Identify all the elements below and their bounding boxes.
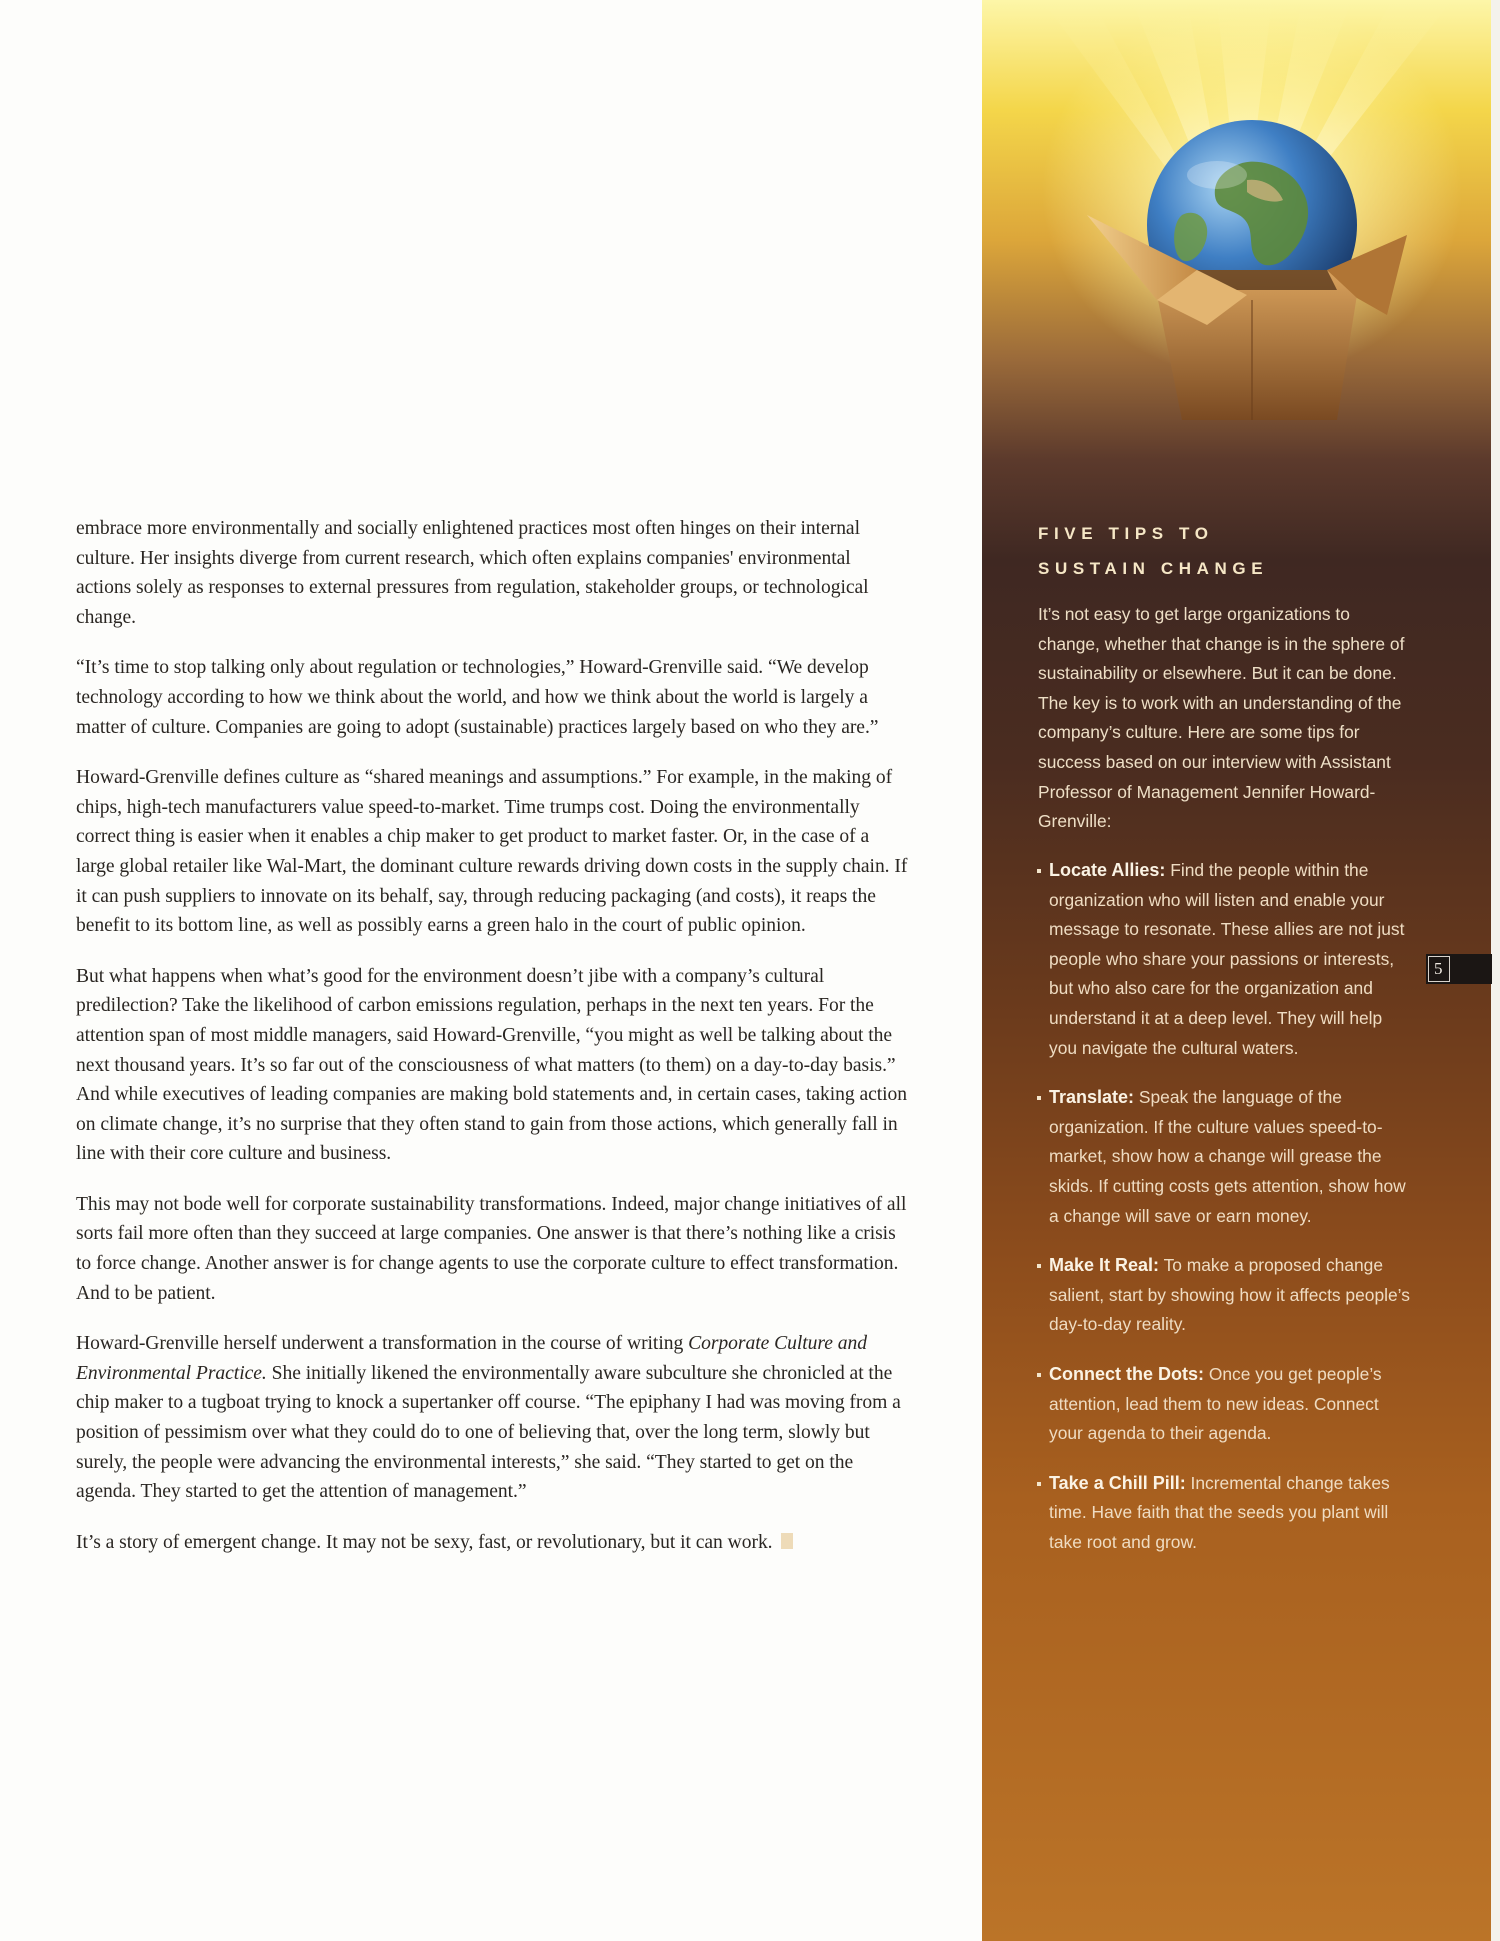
article-closing: [76, 1528, 910, 1558]
tip-text: Speak the language of the organization. If the culture values speed-to-market, show how a change will grease the skids. If cutting costs gets attention, show how a change will save or earn money.: [1049, 1087, 1406, 1226]
tip-title: Take a Chill Pill:: [1049, 1472, 1186, 1493]
heading-line-2: SUSTAIN CHANGE: [1038, 559, 1269, 578]
tip-title: Connect the Dots:: [1049, 1363, 1204, 1384]
paragraph-6-intro: Howard-Grenville herself underwent a transformation in the course of writing: [76, 1333, 689, 1355]
tip-title: Locate Allies:: [1049, 860, 1166, 880]
tips-list: [1036, 856, 1414, 1577]
globe-in-box-icon: [1087, 120, 1407, 420]
article-paragraph-6: [76, 1329, 910, 1507]
closing-text: It’s a story of emergent change. It may not be sexy, fast, or revolutionary, but it can work.: [76, 1531, 773, 1553]
article-paragraph-5: This may not bode well for corporate sustainability transformations. Indeed, major change initiatives of all sorts fail more often than they succeed at large companies. One answer is that there’s nothing like a crisis to force change. Another answer is for change agents to use the corporate culture to effect transformation. And to be patient.: [76, 1193, 907, 1304]
tip-item: [1036, 856, 1414, 1063]
sidebar-heading: [1038, 516, 1418, 586]
tip-item: [1036, 1083, 1414, 1231]
article-body: [76, 514, 910, 1578]
tip-text: Find the people within the organization who will listen and enable your message to resonate. These allies are not just people who share your passions or interests, but who also care for the organization and understand it at a deep level. They will help you navigate the cultural waters.: [1049, 860, 1405, 1058]
tip-text: Incremental change takes time. Have faith that the seeds you plant will take root and grow.: [1049, 1472, 1390, 1552]
tip-item: [1036, 1469, 1414, 1558]
article-paragraph-2: “It’s time to stop talking only about regulation or technologies,” Howard-Grenville said. “We develop technology according to how we think about the world, and how we think about the world is largely a matter of culture. Companies are going to adopt (sustainable) practices largely based on who they are.”: [76, 657, 879, 738]
tip-title: Make It Real:: [1049, 1255, 1160, 1276]
paragraph-6-rest: She initially likened the environmentally aware subculture she chronicled at the chip maker to a tugboat trying to knock a supertanker off course. “The epiphany I had was moving from a position of pessimism over what they could do to one of believing that, over the long term, slowly but surely, the people were advancing the environmental interests,” she said. “They started to get on the agenda. They started to get the attention of management.”: [76, 1362, 901, 1503]
heading-line-1: FIVE TIPS TO: [1038, 524, 1214, 543]
square-end-mark-icon: [781, 1533, 793, 1549]
page-edge: [1491, 0, 1500, 1941]
article-paragraph-3: Howard-Grenville defines culture as “shared meanings and assumptions.” For example, in the making of chips, high-tech manufacturers value speed-to-market. Time trumps cost. Doing the environmentally correct thing is easier when it enables a chip maker to get product to market faster. Or, in the case of a large global retailer like Wal-Mart, the dominant culture rewards driving down costs in the supply chain. If it can push suppliers to innovate on its behalf, say, through reducing packaging (and costs), it reaps the benefit to its bottom line, as well as possibly earns a green halo in the court of public opinion.: [76, 767, 908, 937]
tip-text: Once you get people’s attention, lead them to new ideas. Connect your agenda to their agenda.: [1049, 1363, 1382, 1444]
sidebar-intro: It’s not easy to get large organizations to change, whether that change is in the sphere of sustainability or elsewhere. But it can be done. The key is to work with an understanding of the company’s culture. Here are some tips for success based on our interview with Assistant Professor of Management Jennifer Howard-Grenville:: [1038, 604, 1405, 832]
tip-text: To make a proposed change salient, start by showing how it affects people’s day-to-day reality.: [1049, 1255, 1410, 1335]
article-paragraph-4: But what happens when what’s good for the environment doesn’t jibe with a company’s cultural predilection? Take the likelihood of carbon emissions regulation, perhaps in the next ten years. For the attention span of most middle managers, said Howard-Grenville, “you might as well be talking about the next thousand years. It’s so far out of the consciousness of what matters (to them) on a day-to-day basis.” And while executives of leading companies are making bold statements and, in certain cases, taking action on climate change, it’s no surprise that they often stand to gain from those actions, which generally fall in line with their core culture and business.: [76, 965, 908, 1165]
tip-item: [1036, 1251, 1414, 1340]
article-paragraph-1: embrace more environmentally and socially enlightened practices most often hinges on their internal culture. Her insights diverge from current research, which often explains companies' environmental actions solely as responses to external pressures from regulation, stakeholder groups, or technological change.: [76, 518, 869, 628]
tip-item: [1036, 1360, 1414, 1449]
page-number: 5: [1434, 959, 1443, 978]
tip-title: Translate:: [1049, 1087, 1135, 1108]
book-title: Corporate Culture and Environmental Practice.: [76, 1333, 867, 1384]
